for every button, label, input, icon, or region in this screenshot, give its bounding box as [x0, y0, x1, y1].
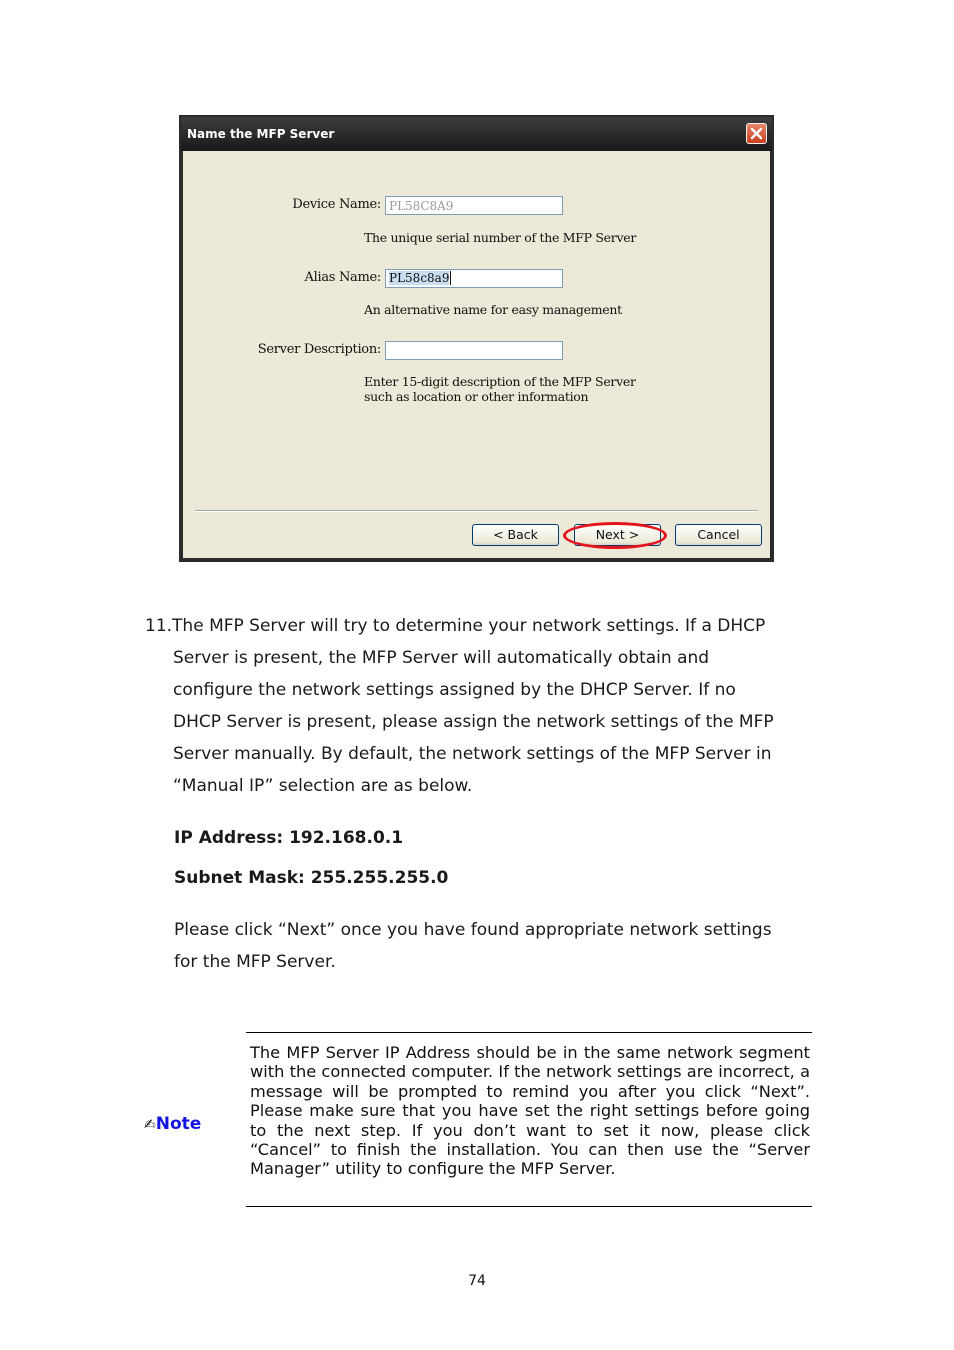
- text-cursor: [450, 271, 451, 285]
- next-button[interactable]: Next >: [574, 524, 661, 546]
- close-icon: [747, 124, 766, 143]
- alias-name-field[interactable]: [385, 269, 563, 288]
- step-11-paragraph: [145, 610, 825, 802]
- step-line-3: configure the network settings assigned by the DHCP Server. If no: [173, 680, 736, 700]
- close-button[interactable]: [746, 123, 767, 144]
- instruction-line-1: Please click “Next” once you have found appropriate network settings: [174, 920, 772, 940]
- step-line-4: DHCP Server is present, please assign the network settings of the MFP: [173, 712, 774, 732]
- dialog-title-bar: [181, 117, 772, 151]
- step-line-5: Server manually. By default, the network settings of the MFP Server in: [173, 744, 772, 764]
- instruction-line-2: for the MFP Server.: [174, 952, 336, 972]
- page-number: 74: [468, 1273, 486, 1289]
- device-name-hint: The unique serial number of the MFP Server: [364, 230, 636, 245]
- device-name-label: Device Name:: [292, 197, 381, 212]
- server-description-field[interactable]: [385, 341, 563, 360]
- server-description-hint-line-2: such as location or other information: [364, 389, 589, 404]
- writing-hand-icon: ✍: [144, 1117, 156, 1133]
- step-line-6: “Manual IP” selection are as below.: [173, 776, 473, 796]
- dialog-title: Name the MFP Server: [187, 127, 335, 141]
- device-name-field: [385, 196, 563, 215]
- ip-address-setting: IP Address: 192.168.0.1: [174, 828, 404, 848]
- step-line-1: 11.The MFP Server will try to determine your network settings. If a DHCP: [145, 616, 766, 636]
- note-text: The MFP Server IP Address should be in the same network segment with the connected computer. If the network settings are incorrect, a message will be prompted to remind you after you click “Next”. Please make sure that you have set the right settings before going to the next step. If you don’t want to set it now, please click “Cancel” to finish the installation. You can then use the “Server Manager” utility to configure the MFP Server.: [250, 1043, 810, 1179]
- note-label: [144, 1114, 201, 1134]
- alias-name-value: PL58c8a9: [389, 271, 450, 285]
- button-separator: [195, 510, 758, 512]
- server-description-hint-line-1: Enter 15-digit description of the MFP Server: [364, 374, 636, 389]
- back-button[interactable]: < Back: [472, 524, 559, 546]
- note-label-text: Note: [155, 1114, 202, 1134]
- step-line-2: Server is present, the MFP Server will automatically obtain and: [173, 648, 710, 668]
- subnet-mask-setting: Subnet Mask: 255.255.255.0: [174, 868, 449, 888]
- cancel-button[interactable]: Cancel: [675, 524, 762, 546]
- alias-name-label: Alias Name:: [304, 270, 381, 285]
- alias-name-hint: An alternative name for easy management: [364, 302, 622, 317]
- server-description-label: Server Description:: [257, 342, 381, 357]
- dialog-window: [179, 115, 774, 562]
- note-box: [246, 1032, 812, 1207]
- dialog-client-area: [183, 151, 770, 558]
- step-number: 11.: [145, 616, 173, 636]
